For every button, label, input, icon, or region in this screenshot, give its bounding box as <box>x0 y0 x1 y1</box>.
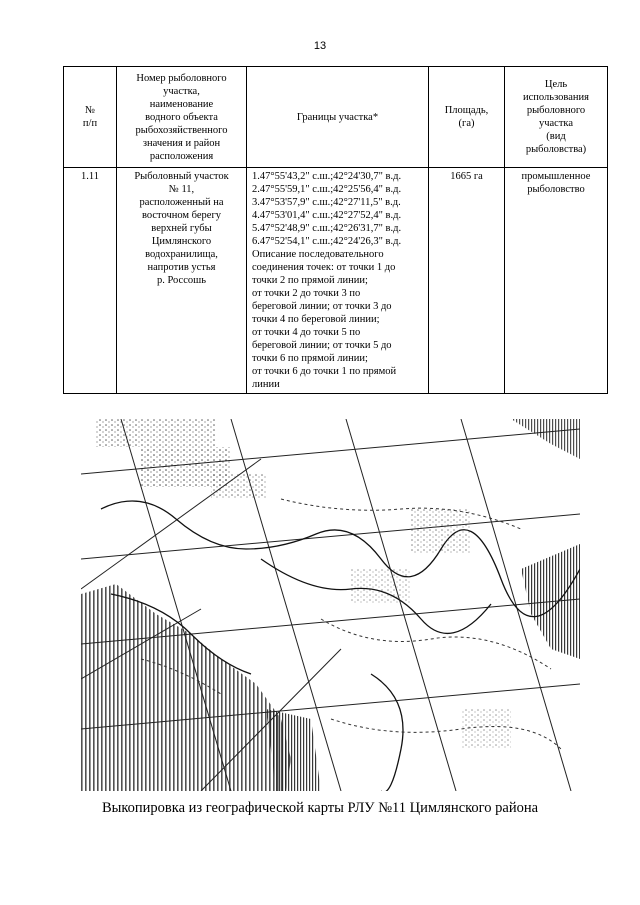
map-caption: Выкопировка из географической карты РЛУ №11 Цимлянского района <box>101 800 539 816</box>
text-line: водохранилища, <box>145 249 218 260</box>
row-area: 1665 га <box>429 168 505 394</box>
text-line: № <box>84 105 96 116</box>
text-line: от точки 6 до точки 1 по прямой <box>252 366 397 377</box>
text-line: расположения <box>149 150 214 162</box>
text-line: участка <box>538 118 574 129</box>
text-line: (га) <box>458 118 475 129</box>
header-number <box>64 67 117 168</box>
text-line: 4.47°53'01,4" с.ш.;42°27'52,4" в.д. <box>252 210 402 221</box>
boundary-description <box>252 248 425 391</box>
text-line: расположенный на <box>139 197 224 208</box>
text-line: использования <box>523 92 589 103</box>
text-line: береговой линии; от точки 5 до <box>252 340 392 351</box>
row-plot-name <box>117 168 247 394</box>
header-area <box>429 67 505 168</box>
text-line: линии <box>252 379 280 390</box>
header-plot-name <box>117 67 247 168</box>
text-line: верхней губы <box>151 223 212 234</box>
text-line: рыбохозяйственного <box>135 124 228 136</box>
text-line: п/п <box>82 118 98 129</box>
text-line: 3.47°53'57,9" с.ш.;42°27'11,5" в.д. <box>252 197 401 208</box>
header-purpose <box>505 67 608 168</box>
text-line: Цимлянского <box>151 236 212 247</box>
text-line: рыболовства) <box>525 144 587 155</box>
text-line: Цель <box>544 79 568 90</box>
text-line: береговой линии; от точки 3 до <box>252 301 392 312</box>
text-line: соединения точек: от точки 1 до <box>252 262 396 273</box>
text-line: 5.47°52'48,9" с.ш.;42°26'31,7" в.д. <box>252 223 402 234</box>
row-number: 1.11 <box>64 168 117 394</box>
table-row <box>64 168 608 394</box>
text-line: точки 6 по прямой линии; <box>252 353 368 364</box>
text-line: № 11, <box>168 184 195 195</box>
row-boundaries <box>247 168 429 394</box>
coordinate-list <box>252 170 425 248</box>
fishing-plot-table <box>63 66 608 394</box>
row-purpose <box>505 168 608 394</box>
text-line: водного объекта <box>145 111 218 123</box>
text-line: напротив устья <box>147 262 216 273</box>
text-line: точки 2 по прямой линии; <box>252 275 368 286</box>
text-line: точки 4 по береговой линии; <box>252 314 380 325</box>
text-line: участка, <box>163 85 200 97</box>
text-line: Описание последовательного <box>252 249 384 260</box>
text-line: промышленное <box>521 171 591 182</box>
text-line: Номер рыболовного <box>136 72 227 84</box>
table-header-row <box>64 67 608 168</box>
text-line: наименование <box>149 98 214 110</box>
text-line: 2.47°55'59,1" с.ш.;42°25'56,4" в.д. <box>252 184 402 195</box>
header-boundaries <box>247 67 429 168</box>
text-line: рыболовного <box>526 105 586 116</box>
page-number: 13 <box>313 40 327 52</box>
text-line: Рыболовный участок <box>134 171 229 182</box>
map-excerpt <box>81 419 580 791</box>
text-line: от точки 2 до точки 3 по <box>252 288 361 299</box>
text-line: 1.47°55'43,2" с.ш.;42°24'30,7" в.д. <box>252 171 402 182</box>
text-line: Границы участка* <box>296 111 379 123</box>
text-line: восточном берегу <box>141 210 222 221</box>
text-line: (вид <box>546 131 566 142</box>
text-line: от точки 4 до точки 5 по <box>252 327 361 338</box>
text-line: 6.47°52'54,1" с.ш.;42°24'26,3" в.д. <box>252 236 402 247</box>
text-line: рыболовство <box>527 184 585 195</box>
text-line: Площадь, <box>444 105 489 116</box>
text-line: значения и район <box>142 137 221 149</box>
text-line: р. Россошь <box>156 275 207 286</box>
